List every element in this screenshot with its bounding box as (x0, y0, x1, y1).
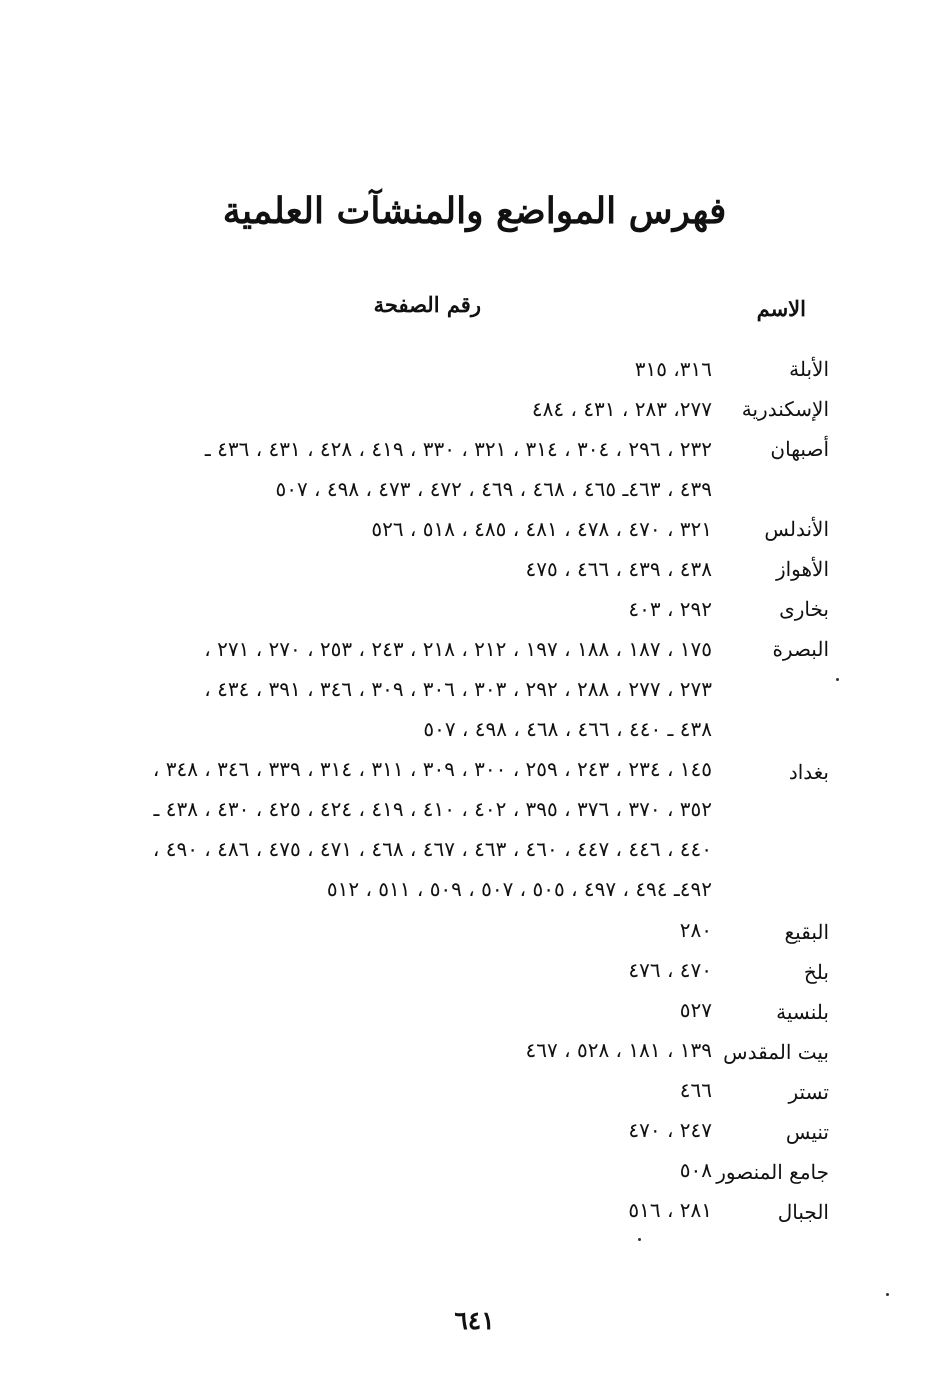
column-header-page-number: رقم الصفحة (373, 292, 481, 317)
entry-name: الأندلس (764, 517, 829, 541)
entry-name: بيت المقدس (723, 1040, 829, 1064)
column-header-name: الاسم (756, 296, 806, 321)
entry-name: الجبال (777, 1200, 829, 1224)
entry-pages: ٢٧٧، ٢٨٣ ، ٤٣١ ، ٤٨٤ (531, 397, 712, 421)
page-title: فهرس المواضع والمنشآت العلمية (222, 190, 727, 232)
entry-name: تنيس (785, 1120, 829, 1144)
entry-pages: ١٤٥ ، ٢٣٤ ، ٢٤٣ ، ٢٥٩ ، ٣٠٠ ، ٣٠٩ ، ٣١١ ، ٣١٤ ، ٣٣٩ ، ٣٤٦ ، ٣٤٨ ، (152, 757, 712, 781)
entry-pages: ٢٨٠ (679, 918, 712, 942)
entry-pages: ٣٢١ ، ٤٧٠ ، ٤٧٨ ، ٤٨١ ، ٤٨٥ ، ٥١٨ ، ٥٢٦ (371, 517, 712, 541)
entry-pages: ٢٣٢ ، ٢٩٦ ، ٣٠٤ ، ٣١٤ ، ٣٢١ ، ٣٣٠ ، ٤١٩ ، ٤٢٨ ، ٤٣١ ، ٤٣٦ ـ (204, 437, 712, 461)
entry-pages: ٤٦٦ (679, 1078, 712, 1102)
entry-pages-continued: ٤٩٢ـ ٤٩٤ ، ٤٩٧ ، ٥٠٥ ، ٥٠٧ ، ٥٠٩ ، ٥١١ ، ٥١٢ (326, 877, 712, 901)
entry-name: الأبلة (789, 357, 829, 381)
scan-speck (886, 1293, 889, 1296)
entry-pages: ٤٣٨ ، ٤٣٩ ، ٤٦٦ ، ٤٧٥ (525, 557, 712, 581)
scan-speck (638, 1238, 641, 1241)
entry-name: البصرة (772, 637, 829, 661)
entry-pages-continued: ٢٧٣ ، ٢٧٧ ، ٢٨٨ ، ٢٩٢ ، ٣٠٣ ، ٣٠٦ ، ٣٠٩ ، ٣٤٦ ، ٣٩١ ، ٤٣٤ ، (204, 677, 712, 701)
entry-pages: ٥٠٨ (679, 1158, 712, 1182)
entry-name: أصبهان (770, 437, 829, 461)
entry-name: الأهواز (775, 557, 829, 581)
entry-pages: ٣١٦، ٣١٥ (634, 357, 712, 381)
entry-name: بلنسية (776, 1000, 829, 1024)
entry-pages-continued: ٤٣٨ ـ ٤٤٠ ، ٤٦٦ ، ٤٦٨ ، ٤٩٨ ، ٥٠٧ (423, 717, 712, 741)
entry-pages: ٢٤٧ ، ٤٧٠ (628, 1118, 712, 1142)
page-number: ٦٤١ (454, 1306, 495, 1335)
entry-name: بغداد (788, 760, 829, 784)
entry-name: جامع المنصور (716, 1160, 829, 1184)
entry-name: تستر (788, 1080, 829, 1104)
entry-name: البقيع (784, 920, 829, 944)
entry-pages: ١٣٩ ، ١٨١ ، ٥٢٨ ، ٤٦٧ (525, 1038, 712, 1062)
entry-pages-continued: ٣٥٢ ، ٣٧٠ ، ٣٧٦ ، ٣٩٥ ، ٤٠٢ ، ٤١٠ ، ٤١٩ ، ٤٢٤ ، ٤٢٥ ، ٤٣٠ ، ٤٣٨ ـ (153, 797, 712, 821)
entry-name: بخارى (779, 597, 829, 621)
entry-pages: ٢٨١ ، ٥١٦ (628, 1198, 712, 1222)
entry-pages: ٢٩٢ ، ٤٠٣ (628, 597, 712, 621)
entry-name: بلخ (803, 960, 829, 984)
scan-speck (836, 678, 839, 681)
entry-pages: ٤٧٠ ، ٤٧٦ (628, 958, 712, 982)
entry-pages: ٥٢٧ (679, 998, 712, 1022)
entry-pages-continued: ٤٤٠ ، ٤٤٦ ، ٤٤٧ ، ٤٦٠ ، ٤٦٣ ، ٤٦٧ ، ٤٦٨ ، ٤٧١ ، ٤٧٥ ، ٤٨٦ ، ٤٩٠ ، (152, 837, 712, 861)
entry-name: الإسكندرية (741, 397, 829, 421)
entry-pages: ١٧٥ ، ١٨٧ ، ١٨٨ ، ١٩٧ ، ٢١٢ ، ٢١٨ ، ٢٤٣ ، ٢٥٣ ، ٢٧٠ ، ٢٧١ ، (204, 637, 712, 661)
entry-pages-continued: ٤٣٩ ، ٤٦٣ـ ٤٦٥ ، ٤٦٨ ، ٤٦٩ ، ٤٧٢ ، ٤٧٣ ، ٤٩٨ ، ٥٠٧ (275, 477, 712, 501)
